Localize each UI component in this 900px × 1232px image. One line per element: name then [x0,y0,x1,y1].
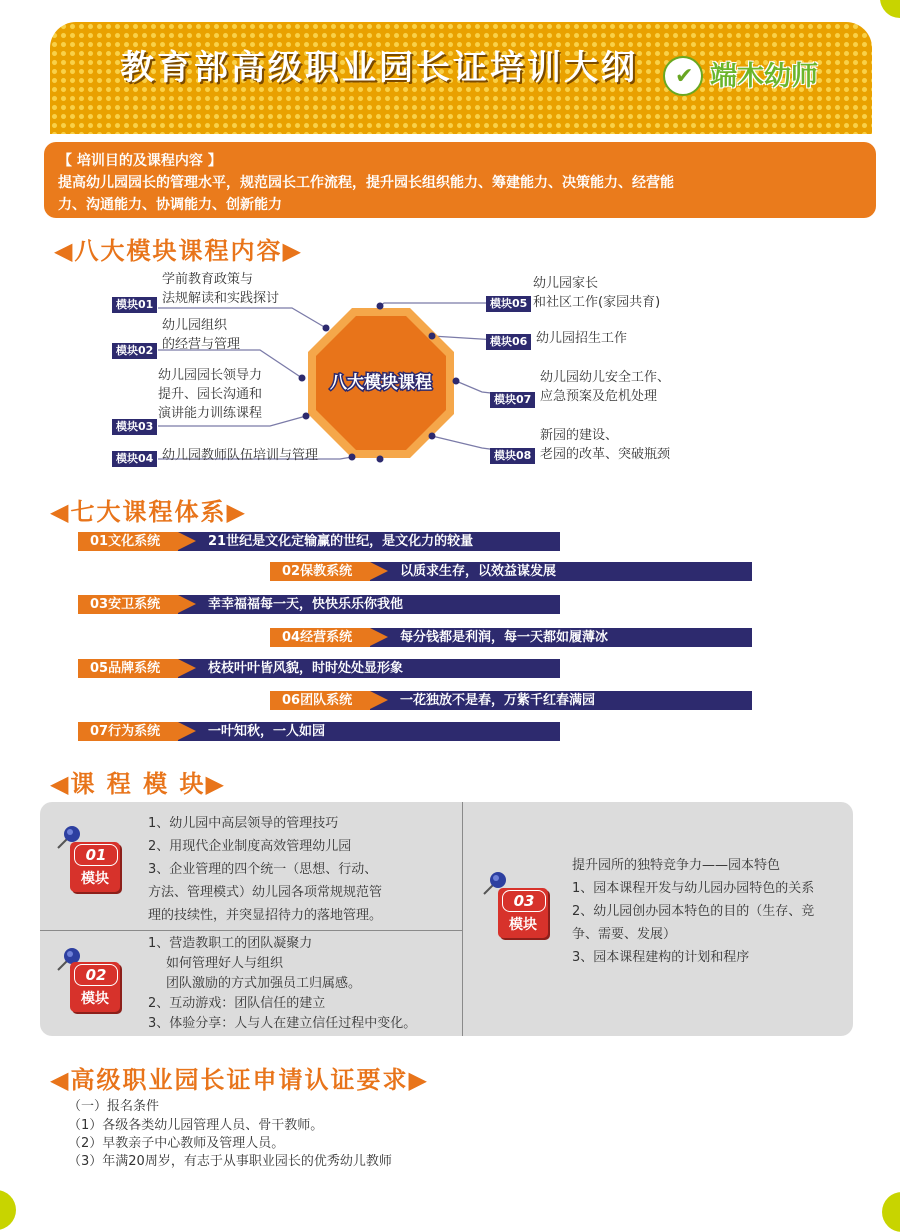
m2-line-3: 团队激励的方式加强员工归属感。 [166,976,362,991]
system-name-02: 02保教系统 [270,562,370,581]
requirement-line-3: （2）早教亲子中心教师及管理人员。 [68,1136,285,1151]
module-02-line-2: 的经营与管理 [162,337,241,352]
system-name-06: 06团队系统 [270,691,370,710]
panel-divider-horizontal [40,930,462,931]
m2-line-4: 2、互动游戏：团队信任的建立 [148,996,326,1011]
module-06-text [536,329,627,348]
module-07-line-1: 幼儿园幼儿安全工作、 [540,370,671,385]
module-07-label: 模块07 [490,392,535,408]
system-desc-01: 21世纪是文化定输赢的世纪，是文化力的较量 [178,532,560,551]
system-name-04: 04经营系统 [270,628,370,647]
module-badge-03-label: 模块 [509,917,537,933]
section-title-course-modules: ◀课 程 模 块▶ [50,770,226,798]
module-badge-03-number: 03 [502,890,546,912]
connector-dot-2 [299,375,306,382]
octagon-center-label: 八大模块课程 [330,373,432,393]
m3-line-3: 2、幼儿园创办园本特色的目的（生存、竞 [572,904,815,919]
section-title-eight-modules: ◀八大模块课程内容▶ [54,237,303,265]
module-02-content [148,934,416,1034]
corner-decoration-bottom-right [882,1192,900,1232]
panel-divider-vertical [462,802,463,1036]
requirement-line-4: （3）年满20周岁，有志于从事职业园长的优秀幼儿教师 [68,1154,392,1169]
module-02-text [162,316,240,354]
section-title-requirements: ◀高级职业园长证申请认证要求▶ [50,1066,429,1094]
purpose-heading: 【 培训目的及课程内容 】 [58,153,222,169]
connector-dot-5 [377,303,384,310]
system-row-01 [78,532,560,551]
connector-dot-9 [377,456,384,463]
corner-decoration-top-right [880,0,900,18]
module-01-text [162,270,279,308]
module-badge-01-label: 模块 [81,871,109,887]
module-03-text [158,366,262,423]
m3-line-2: 1、园本课程开发与幼儿园办园特色的关系 [572,881,815,896]
arrow-icon [178,659,196,677]
requirement-line-1: （一）报名条件 [68,1099,160,1114]
module-01-content [148,812,382,927]
connector-dot-1 [323,325,330,332]
system-name-01: 01文化系统 [78,532,178,551]
module-01-line-1: 学前教育政策与 [162,272,254,287]
m1-line-2: 2、用现代企业制度高效管理幼儿园 [148,839,352,854]
system-row-04 [270,628,752,647]
module-03-label: 模块03 [112,419,157,435]
module-05-label: 模块05 [486,296,531,312]
system-row-06 [270,691,752,710]
module-badge-02 [70,962,120,1012]
module-05-text [533,274,660,312]
course-module-panel [40,802,853,1036]
system-desc-03: 幸幸福福每一天，快快乐乐你我他 [178,595,560,614]
system-name-05: 05品牌系统 [78,659,178,678]
system-name-03: 03安卫系统 [78,595,178,614]
connector-dot-4 [349,454,356,461]
purpose-line-1: 提高幼儿园园长的管理水平，规范园长工作流程，提升园长组织能力、筹建能力、决策能力、经营能 [58,175,674,191]
section-title-seven-systems: ◀七大课程体系▶ [50,498,247,526]
octagon-diagram [0,260,900,475]
system-desc-02: 以质求生存，以效益谋发展 [370,562,752,581]
system-desc-04: 每分钱都是利润，每一天都如履薄冰 [370,628,752,647]
arrow-icon [178,722,196,740]
module-08-line-2: 老园的改革、突破瓶颈 [540,447,671,462]
module-01-line-2: 法规解读和实践探讨 [162,291,280,306]
module-05-line-1: 幼儿园家长 [533,276,599,291]
module-03-content [572,854,814,969]
header-banner [50,22,872,134]
module-badge-02-number: 02 [74,964,118,986]
corner-decoration-bottom-left [0,1190,16,1230]
arrow-icon [370,628,388,646]
module-03-line-3: 演讲能力训练课程 [158,406,263,421]
module-04-label: 模块04 [112,451,157,467]
arrow-icon [178,595,196,613]
module-badge-02-label: 模块 [81,991,109,1007]
m2-line-1: 1、营造教职工的团队凝聚力 [148,936,313,951]
system-row-05 [78,659,560,678]
connector-dot-8 [429,433,436,440]
module-05-line-2: 和社区工作(家园共育) [533,295,661,310]
requirement-line-2: （1）各级各类幼儿园管理人员、骨干教师。 [68,1118,324,1133]
m3-line-5: 3、园本课程建构的计划和程序 [572,950,750,965]
checkmark-icon: ✔ [675,64,694,89]
arrow-icon [370,691,388,709]
m1-line-1: 1、幼儿园中高层领导的管理技巧 [148,816,339,831]
brand-logo-icon [663,56,703,96]
m2-line-2: 如何管理好人与组织 [166,956,284,971]
module-04-text [162,446,318,465]
connector-dot-7 [453,378,460,385]
brand-name: 端木幼师 [710,61,818,92]
module-06-label: 模块06 [486,334,531,350]
page-title: 教育部高级职业园长证培训大纲 [120,48,638,88]
purpose-box [44,142,876,218]
m1-line-3: 3、企业管理的四个统一（思想、行动、 [148,862,378,877]
module-08-label: 模块08 [490,448,535,464]
module-08-text [540,426,670,464]
arrow-icon [178,532,196,550]
module-badge-01 [70,842,120,892]
m1-line-4: 方法、管理模式）幼儿园各项常规规范管 [148,885,383,900]
m1-line-5: 理的技续性，并突显招待力的落地管理。 [148,908,383,923]
module-badge-03 [498,888,548,938]
module-03-line-1: 幼儿园园长领导力 [158,368,263,383]
module-03-line-2: 提升、园长沟通和 [158,387,263,402]
module-04-line-1: 幼儿园教师队伍培训与管理 [162,448,319,463]
module-02-label: 模块02 [112,343,157,359]
m3-line-1: 提升园所的独特竞争力——园本特色 [572,858,781,873]
purpose-line-2: 力、沟通能力、协调能力、创新能力 [58,197,282,213]
system-row-07 [78,722,560,741]
module-badge-01-number: 01 [74,844,118,866]
system-desc-05: 枝枝叶叶皆风貌，时时处处显形象 [178,659,560,678]
connector-dot-3 [303,413,310,420]
m2-line-5: 3、体验分享：人与人在建立信任过程中变化。 [148,1016,417,1031]
arrow-icon [370,562,388,580]
system-name-07: 07行为系统 [78,722,178,741]
connector-dot-6 [429,333,436,340]
system-desc-06: 一花独放不是春，万紫千红春满园 [370,691,752,710]
module-01-label: 模块01 [112,297,157,313]
module-02-line-1: 幼儿园组织 [162,318,228,333]
module-07-text [540,368,670,406]
system-row-03 [78,595,560,614]
module-07-line-2: 应急预案及危机处理 [540,389,658,404]
system-desc-07: 一叶知秋，一人如园 [178,722,560,741]
module-06-line-1: 幼儿园招生工作 [536,331,628,346]
m3-line-4: 争、需要、发展） [572,927,677,942]
system-row-02 [270,562,752,581]
module-08-line-1: 新园的建设、 [540,428,619,443]
